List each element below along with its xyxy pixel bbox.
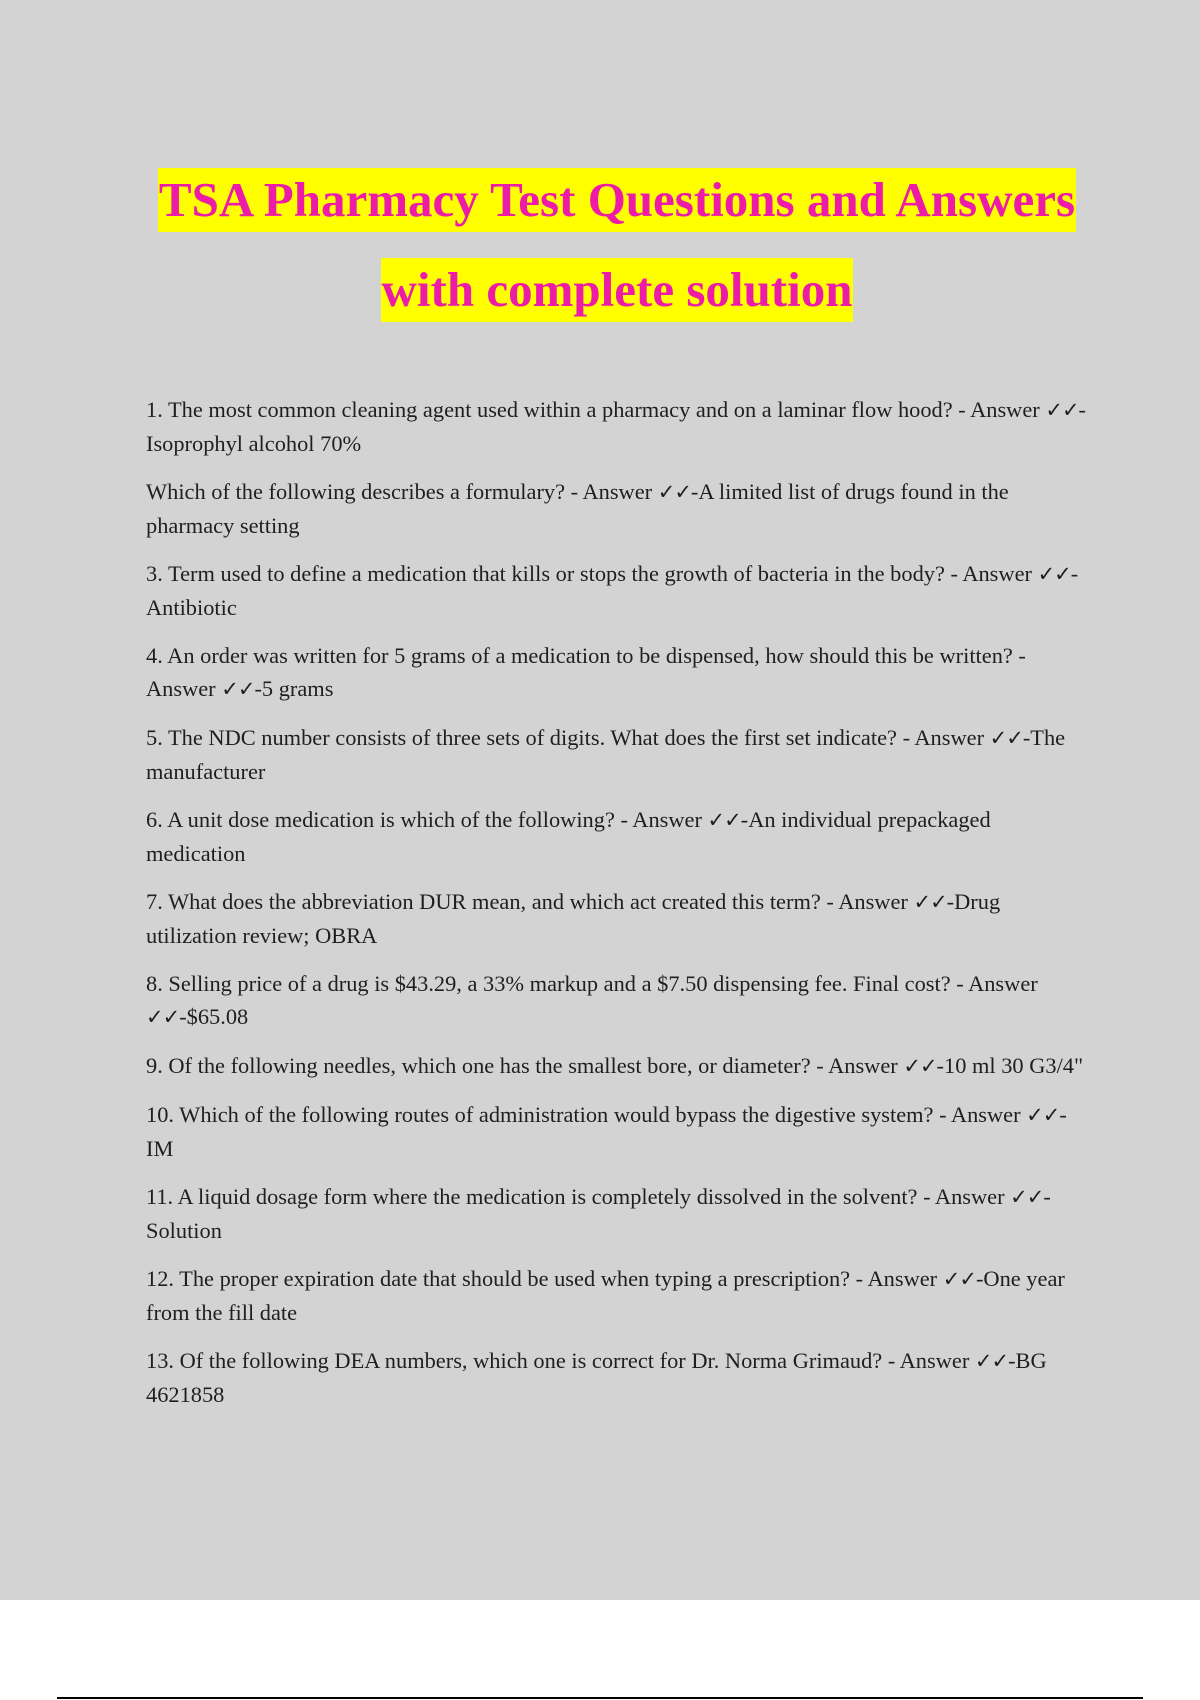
answer-text: -A limited list of drugs found in the pharmacy setting	[146, 479, 1009, 538]
double-check-icon: ✓✓	[1045, 398, 1079, 422]
double-check-icon: ✓✓	[1010, 1185, 1044, 1209]
double-check-icon: ✓✓	[1026, 1103, 1060, 1127]
qa-item	[146, 967, 1088, 1034]
double-check-icon: ✓✓	[989, 726, 1023, 750]
double-check-icon: ✓✓	[942, 1267, 976, 1291]
answer-text: -BG 4621858	[146, 1348, 1047, 1407]
question-text: Which of the following describes a formulary? - Answer	[146, 479, 658, 504]
double-check-icon: ✓✓	[913, 890, 947, 914]
double-check-icon: ✓✓	[903, 1054, 937, 1078]
double-check-icon: ✓✓	[974, 1349, 1009, 1373]
question-text: 11. A liquid dosage form where the medication is completely dissolved in the solvent? - Answer	[146, 1184, 1011, 1209]
question-text: 7. What does the abbreviation DUR mean, and which act created this term? - Answer	[146, 889, 914, 914]
qa-item	[146, 885, 1088, 952]
question-text: 5. The NDC number consists of three sets of digits. What does the first set indicate? - Answer	[146, 725, 990, 750]
answer-text: -One year from the fill date	[146, 1266, 1065, 1325]
qa-item	[146, 1262, 1088, 1329]
answer-text: -An individual prepackaged medication	[146, 807, 991, 866]
question-text: 8. Selling price of a drug is $43.29, a 33% markup and a $7.50 dispensing fee. Final cost? - Answer	[146, 971, 1038, 996]
qa-item	[146, 1180, 1088, 1247]
title-line-1: TSA Pharmacy Test Questions and Answers	[158, 168, 1076, 232]
qa-item	[146, 393, 1088, 460]
question-text: 10. Which of the following routes of administration would bypass the digestive system? - Answer	[146, 1102, 1027, 1127]
answer-text: -5 grams	[254, 676, 334, 701]
question-text: 9. Of the following needles, which one has the smallest bore, or diameter? - Answer	[146, 1053, 904, 1078]
qa-item	[146, 803, 1088, 870]
answer-text: -Solution	[146, 1184, 1051, 1243]
qa-item	[146, 1049, 1088, 1083]
double-check-icon: ✓✓	[221, 677, 255, 701]
answer-text: -IM	[146, 1102, 1067, 1161]
double-check-icon: ✓✓	[707, 808, 741, 832]
question-text: 4. An order was written for 5 grams of a medication to be dispensed, how should this be written? - Answer	[146, 643, 1026, 701]
answer-text: -Isoprophyl alcohol 70%	[146, 397, 1087, 456]
answer-text: -Drug utilization review; OBRA	[146, 889, 1001, 948]
page-bottom-divider	[57, 1697, 1143, 1699]
title-line-2: with complete solution	[381, 258, 854, 322]
double-check-icon: ✓✓	[657, 480, 691, 504]
qa-item	[146, 721, 1088, 788]
qa-item	[146, 557, 1088, 624]
qa-item	[146, 1098, 1088, 1165]
qa-item	[146, 475, 1088, 542]
qa-list	[146, 393, 1088, 1426]
question-text: 13. Of the following DEA numbers, which one is correct for Dr. Norma Grimaud? - Answer	[146, 1348, 975, 1373]
qa-item	[146, 1344, 1088, 1411]
document-title	[0, 168, 1200, 322]
question-text: 12. The proper expiration date that should be used when typing a prescription? - Answer	[146, 1266, 943, 1291]
question-text: 1. The most common cleaning agent used within a pharmacy and on a laminar flow hood? - Answer	[146, 397, 1046, 422]
question-text: 3. Term used to define a medication that kills or stops the growth of bacteria in the body? - Answer	[146, 561, 1038, 586]
double-check-icon: ✓✓	[146, 1005, 180, 1029]
answer-text: -$65.08	[179, 1004, 249, 1029]
answer-text: -10 ml 30 G3/4"	[936, 1053, 1084, 1078]
qa-item	[146, 639, 1088, 706]
double-check-icon: ✓✓	[1037, 562, 1071, 586]
answer-text: -The manufacturer	[146, 725, 1066, 784]
answer-text: -Antibiotic	[146, 561, 1079, 620]
question-text: 6. A unit dose medication is which of the following? - Answer	[146, 807, 708, 832]
